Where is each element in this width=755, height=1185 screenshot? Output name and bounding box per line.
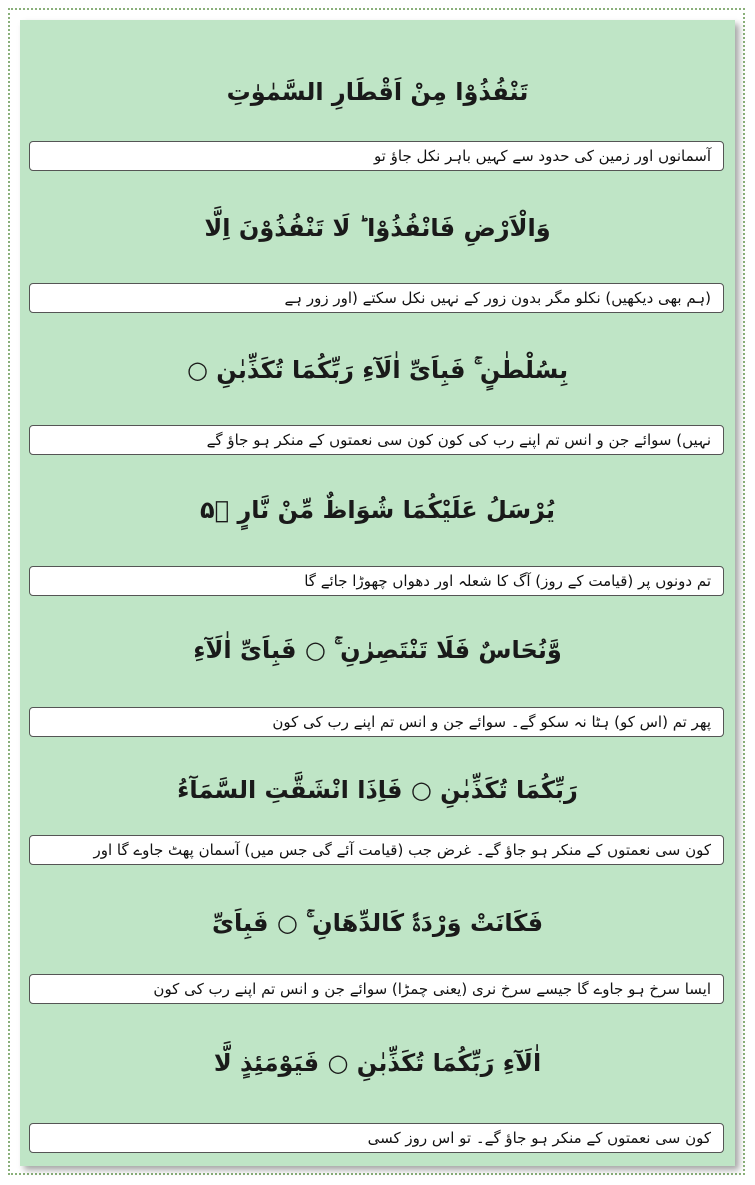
verse-line-2: وَالْاَرْضِ فَانْفُذُوْا ؕ لَا تَنْفُذُوْنَ اِلَّا [204, 214, 551, 242]
translation-line-7 [29, 974, 724, 1004]
translation-text-7: ایسا سرخ ہو جاوے گا جیسے سرخ نری (یعنی چمڑا) سوائے جن و انس تم اپنے رب کی کون [153, 980, 711, 998]
verse-line-5: وَّنُحَاسٌ فَلَا تَنْتَصِرٰنِ ۚ ○ فَبِاَیِّ اٰلَآءِ [193, 636, 562, 664]
translation-text-4: تم دونوں پر (قیامت کے روز) آگ کا شعلہ اور دھواں چھوڑا جائے گا [304, 572, 711, 590]
translation-line-3 [29, 425, 724, 455]
translation-line-8 [29, 1123, 724, 1153]
translation-text-8: کون سی نعمتوں کے منکر ہو جاؤ گے۔ تو اس روز کسی [367, 1129, 711, 1147]
verse-line-4: یُرْسَلُ عَلَیْکُمَا شُوَاظٌ مِّنْ نَّارٍ ۵ۙ [200, 496, 555, 524]
translation-line-5 [29, 707, 724, 737]
translation-text-3: نہیں) سوائے جن و انس تم اپنے رب کی کون کون سی نعمتوں کے منکر ہو جاؤ گے [206, 431, 711, 449]
verse-line-1: تَنْفُذُوْا مِنْ اَقْطَارِ السَّمٰوٰتِ [226, 78, 529, 106]
translation-text-1: آسمانوں اور زمین کی حدود سے کہیں باہر نکل جاؤ تو [373, 147, 711, 165]
verse-line-7: فَکَانَتْ وَرْدَۃً کَالدِّهَانِ ۚ ○ فَبِاَیِّ [211, 909, 544, 937]
translation-line-2 [29, 283, 724, 313]
verse-line-8: اٰلَآءِ رَبِّکُمَا تُکَذِّبٰنِ ○ فَیَوْمَئِذٍ لَّا [213, 1049, 542, 1077]
translation-text-5: پھر تم (اس کو) ہٹا نہ سکو گے۔ سوائے جن و انس تم اپنے رب کی کون [272, 713, 711, 731]
translation-line-4 [29, 566, 724, 596]
translation-text-6: کون سی نعمتوں کے منکر ہو جاؤ گے۔ غرض جب (قیامت آئے گی جس میں) آسمان پھٹ جاوے گا اور [93, 841, 711, 859]
quran-page [20, 20, 735, 1166]
translation-line-6 [29, 835, 724, 865]
translation-line-1 [29, 141, 724, 171]
verse-line-6: رَبِّکُمَا تُکَذِّبٰنِ ○ فَاِذَا انْشَقَّتِ السَّمَآءُ [177, 776, 578, 804]
verse-line-3: بِسُلْطٰنٍ ۚ فَبِاَیِّ اٰلَآءِ رَبِّکُمَا تُکَذِّبٰنِ ○ [186, 356, 569, 384]
translation-text-2: (ہم بھی دیکھیں) نکلو مگر بدون زور کے نہیں نکل سکتے (اور زور ہے [284, 289, 711, 307]
